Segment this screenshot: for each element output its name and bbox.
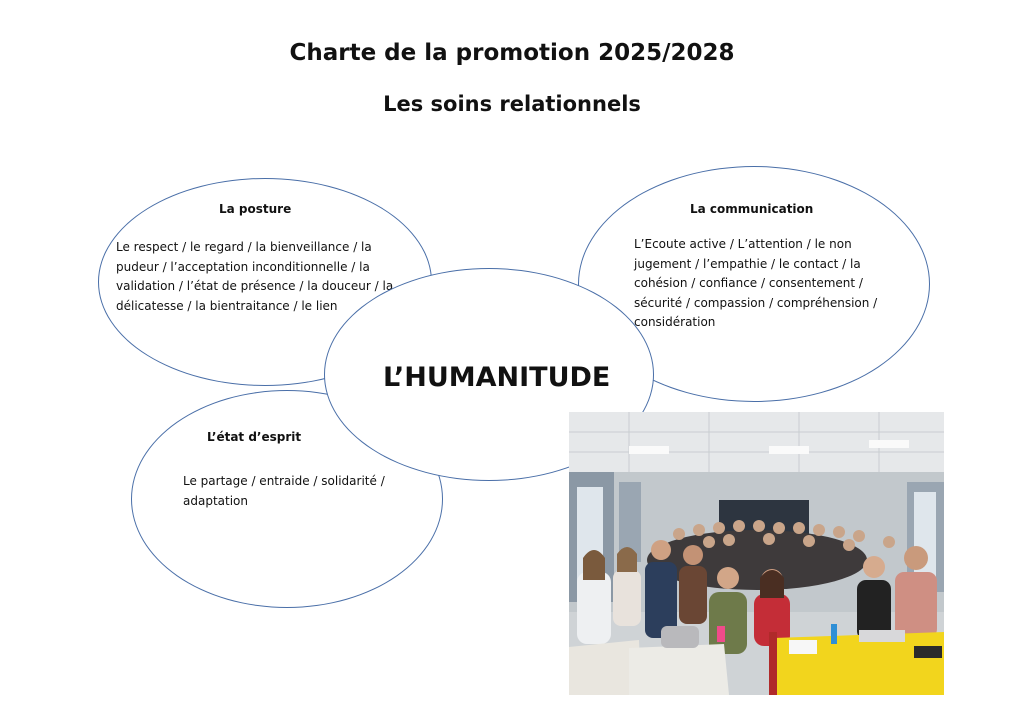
etat-esprit-text: Le partage / entraide / solidarité / adaptation (183, 474, 385, 508)
etat-esprit-heading: L’état d’esprit (207, 430, 302, 444)
group-photo (569, 412, 944, 695)
page-subtitle: Les soins relationnels (383, 92, 641, 116)
communication-heading: La communication (690, 202, 814, 216)
humanitude-label: L’HUMANITUDE (383, 362, 611, 393)
posture-text: Le respect / le regard / la bienveillance / la pudeur / l’acceptation inconditionnelle / la validation / l’état de présence / la douceur / la délicatesse / la bientraitance / le lien (116, 240, 394, 313)
communication-text: L’Ecoute active / L’attention / le non jugement / l’empathie / le contact / la cohésion / confiance / consentement / sécurité / compassion / compréhension / considération (634, 237, 878, 329)
posture-heading: La posture (219, 202, 292, 216)
page-title: Charte de la promotion 2025/2028 (289, 40, 735, 66)
